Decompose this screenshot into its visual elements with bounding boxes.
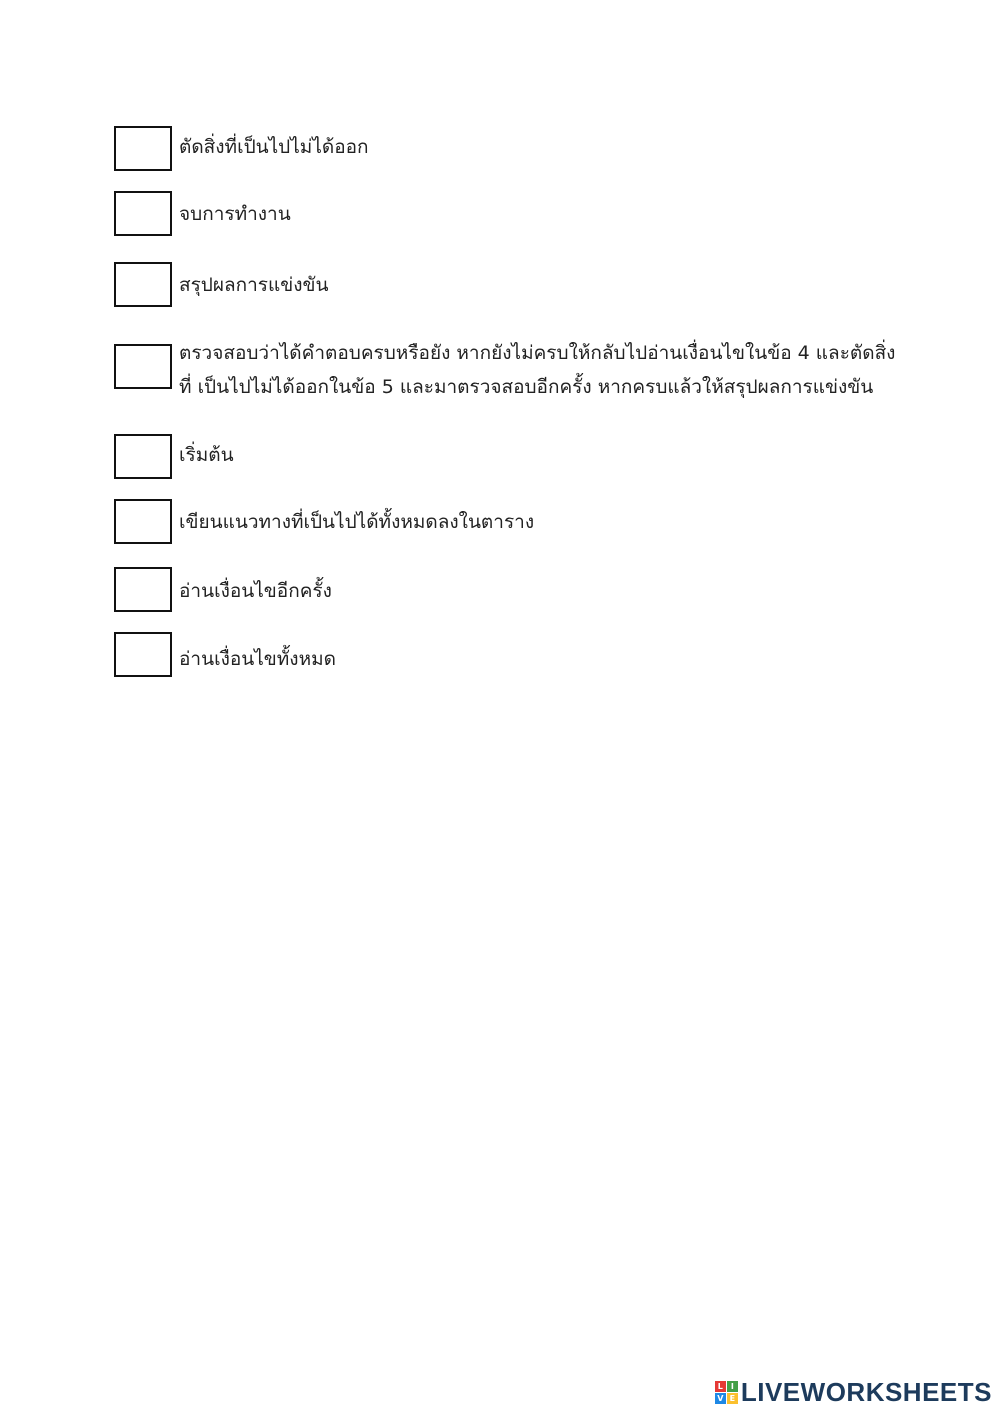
answer-box-4[interactable] — [114, 344, 172, 389]
answer-box-7[interactable] — [114, 567, 172, 612]
logo-letter-v: V — [715, 1393, 726, 1404]
logo-letter-l: L — [715, 1381, 726, 1392]
answer-box-5[interactable] — [114, 434, 172, 479]
answer-box-2[interactable] — [114, 191, 172, 236]
logo-text: LIVEWORKSHEETS — [740, 1376, 992, 1407]
answer-box-6[interactable] — [114, 499, 172, 544]
liveworksheets-logo — [715, 1377, 992, 1407]
step-label-5: เริ่มต้น — [179, 444, 234, 466]
answer-box-3[interactable] — [114, 262, 172, 307]
step-label-4: ตรวจสอบว่าได้คำตอบครบหรือยัง หากยังไม่ครบให้กลับไปอ่านเงื่อนไขในข้อ 4 และตัดสิ่งที่ เป็นไปไม่ได้ออกในข้อ 5 และมาตรวจสอบอีกครั้ง หากครบแล้วให้สรุปผลการแข่งขัน — [179, 342, 896, 398]
step-label-8: อ่านเงื่อนไขทั้งหมด — [179, 648, 336, 670]
answer-box-1[interactable] — [114, 126, 172, 171]
logo-letter-i: I — [727, 1381, 738, 1392]
step-label-6: เขียนแนวทางที่เป็นไปได้ทั้งหมดลงในตาราง — [179, 511, 535, 533]
step-label-2: จบการทำงาน — [179, 203, 291, 225]
answer-box-8[interactable] — [114, 632, 172, 677]
step-label-1: ตัดสิ่งที่เป็นไปไม่ได้ออก — [179, 136, 369, 158]
step-label-3: สรุปผลการแข่งขัน — [179, 274, 329, 296]
step-label-7: อ่านเงื่อนไขอีกครั้ง — [179, 580, 332, 602]
liveworksheets-logo-icon — [715, 1381, 738, 1404]
logo-letter-e: E — [727, 1393, 738, 1404]
